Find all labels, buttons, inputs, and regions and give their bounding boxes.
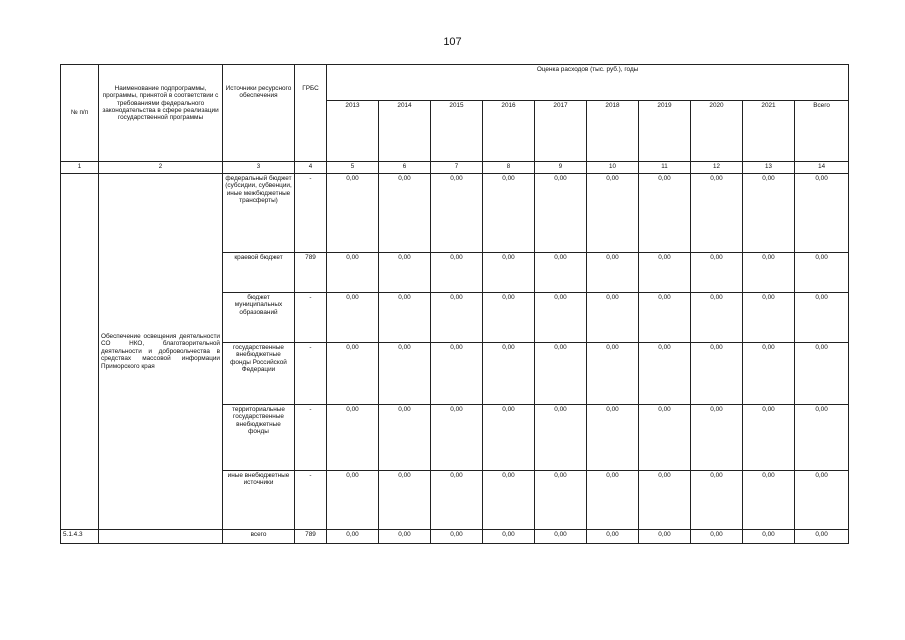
expense-value: 0,00: [743, 174, 795, 253]
expense-value: 0,00: [587, 293, 639, 343]
total-value: 0,00: [431, 530, 483, 544]
funding-source: бюджет муниципальных образований: [223, 293, 295, 343]
expense-value: 0,00: [639, 253, 691, 293]
header-year: 2018: [587, 101, 639, 162]
row-number-empty: [61, 174, 99, 530]
header-year: 2016: [483, 101, 535, 162]
expense-value: 0,00: [379, 343, 431, 405]
expense-value: 0,00: [483, 343, 535, 405]
subprogram-name: Обеспечение освещения деятельности СО НКО, благотворительной деятельности и добровольчества в средствах массовой информации Приморского края: [99, 174, 223, 530]
column-number: 7: [431, 162, 483, 174]
expense-value: 0,00: [639, 293, 691, 343]
expense-value: 0,00: [327, 253, 379, 293]
header-year: 2021: [743, 101, 795, 162]
expense-value: 0,00: [691, 405, 743, 471]
expense-value: 0,00: [431, 293, 483, 343]
funding-source: государственные внебюджетные фонды Российской Федерации: [223, 343, 295, 405]
grbs-code: -: [295, 174, 327, 253]
expense-value: 0,00: [795, 293, 849, 343]
expense-value: 0,00: [379, 174, 431, 253]
expense-value: 0,00: [691, 471, 743, 530]
header-expenses: Оценка расходов (тыс. руб.), годы: [327, 65, 849, 101]
grbs-code: -: [295, 293, 327, 343]
expense-value: 0,00: [691, 253, 743, 293]
column-number: 9: [535, 162, 587, 174]
total-row: [61, 530, 849, 544]
column-number: 4: [295, 162, 327, 174]
total-value: 0,00: [483, 530, 535, 544]
expense-value: 0,00: [483, 405, 535, 471]
total-grbs: 789: [295, 530, 327, 544]
expense-value: 0,00: [379, 405, 431, 471]
expense-value: 0,00: [379, 471, 431, 530]
expense-value: 0,00: [691, 343, 743, 405]
header-grbs: ГРБС: [295, 65, 327, 162]
expense-value: 0,00: [327, 293, 379, 343]
expense-value: 0,00: [639, 343, 691, 405]
total-value: 0,00: [535, 530, 587, 544]
total-value: 0,00: [379, 530, 431, 544]
expense-value: 0,00: [535, 174, 587, 253]
grbs-code: -: [295, 471, 327, 530]
grbs-code: -: [295, 343, 327, 405]
column-number: 6: [379, 162, 431, 174]
expense-value: 0,00: [639, 405, 691, 471]
column-number: 8: [483, 162, 535, 174]
header-year: Всего: [795, 101, 849, 162]
expense-value: 0,00: [483, 293, 535, 343]
expense-value: 0,00: [743, 253, 795, 293]
expense-value: 0,00: [327, 471, 379, 530]
funding-source: федеральный бюджет (субсидии, субвенции, иные межбюджетные трансферты): [223, 174, 295, 253]
expense-value: 0,00: [327, 405, 379, 471]
expense-value: 0,00: [691, 174, 743, 253]
expense-value: 0,00: [795, 253, 849, 293]
expense-value: 0,00: [587, 405, 639, 471]
column-number-row: [61, 162, 849, 174]
expense-value: 0,00: [535, 253, 587, 293]
expense-value: 0,00: [379, 253, 431, 293]
expense-value: 0,00: [431, 471, 483, 530]
expense-value: 0,00: [379, 293, 431, 343]
expense-value: 0,00: [535, 293, 587, 343]
total-value: 0,00: [691, 530, 743, 544]
expense-value: 0,00: [795, 471, 849, 530]
page-number: 107: [443, 36, 462, 48]
header-year: 2019: [639, 101, 691, 162]
column-number: 10: [587, 162, 639, 174]
grbs-code: 789: [295, 253, 327, 293]
expense-value: 0,00: [743, 343, 795, 405]
total-value: 0,00: [327, 530, 379, 544]
header-row-1: [61, 65, 849, 101]
total-row-name-empty: [99, 530, 223, 544]
expense-value: 0,00: [327, 174, 379, 253]
funding-source: краевой бюджет: [223, 253, 295, 293]
expense-value: 0,00: [431, 343, 483, 405]
expense-value: 0,00: [639, 174, 691, 253]
total-value: 0,00: [795, 530, 849, 544]
expense-value: 0,00: [691, 293, 743, 343]
total-value: 0,00: [743, 530, 795, 544]
expense-value: 0,00: [483, 253, 535, 293]
total-row-number: 5.1.4.3: [61, 530, 99, 544]
column-number: 13: [743, 162, 795, 174]
expense-value: 0,00: [483, 471, 535, 530]
expense-value: 0,00: [431, 253, 483, 293]
expense-value: 0,00: [431, 405, 483, 471]
expense-value: 0,00: [327, 343, 379, 405]
expense-value: 0,00: [431, 174, 483, 253]
column-number: 1: [61, 162, 99, 174]
total-value: 0,00: [587, 530, 639, 544]
expense-value: 0,00: [795, 343, 849, 405]
header-year: 2015: [431, 101, 483, 162]
header-year: 2020: [691, 101, 743, 162]
expense-value: 0,00: [795, 405, 849, 471]
column-number: 14: [795, 162, 849, 174]
expense-value: 0,00: [535, 405, 587, 471]
source-row: [61, 174, 849, 253]
total-value: 0,00: [639, 530, 691, 544]
expense-value: 0,00: [587, 253, 639, 293]
expense-value: 0,00: [483, 174, 535, 253]
expense-value: 0,00: [743, 293, 795, 343]
header-num: № п/п: [61, 65, 99, 162]
grbs-code: -: [295, 405, 327, 471]
funding-source: иные внебюджетные источники: [223, 471, 295, 530]
header-year: 2014: [379, 101, 431, 162]
expense-value: 0,00: [743, 405, 795, 471]
expense-value: 0,00: [587, 174, 639, 253]
budget-table: [60, 64, 849, 544]
column-number: 5: [327, 162, 379, 174]
total-source: всего: [223, 530, 295, 544]
expense-value: 0,00: [587, 343, 639, 405]
expense-value: 0,00: [795, 174, 849, 253]
column-number: 12: [691, 162, 743, 174]
funding-source: территориальные государственные внебюджетные фонды: [223, 405, 295, 471]
expense-value: 0,00: [639, 471, 691, 530]
header-year: 2013: [327, 101, 379, 162]
expense-value: 0,00: [743, 471, 795, 530]
column-number: 2: [99, 162, 223, 174]
expense-value: 0,00: [535, 343, 587, 405]
expense-value: 0,00: [535, 471, 587, 530]
header-source: Источники ресурсного обеспечения: [223, 65, 295, 162]
header-year: 2017: [535, 101, 587, 162]
column-number: 3: [223, 162, 295, 174]
expense-value: 0,00: [587, 471, 639, 530]
column-number: 11: [639, 162, 691, 174]
header-name: Наименование подпрограммы, программы, принятой в соответствии с требованиями федерального законодательства в сфере реализации государственной программы: [99, 65, 223, 162]
